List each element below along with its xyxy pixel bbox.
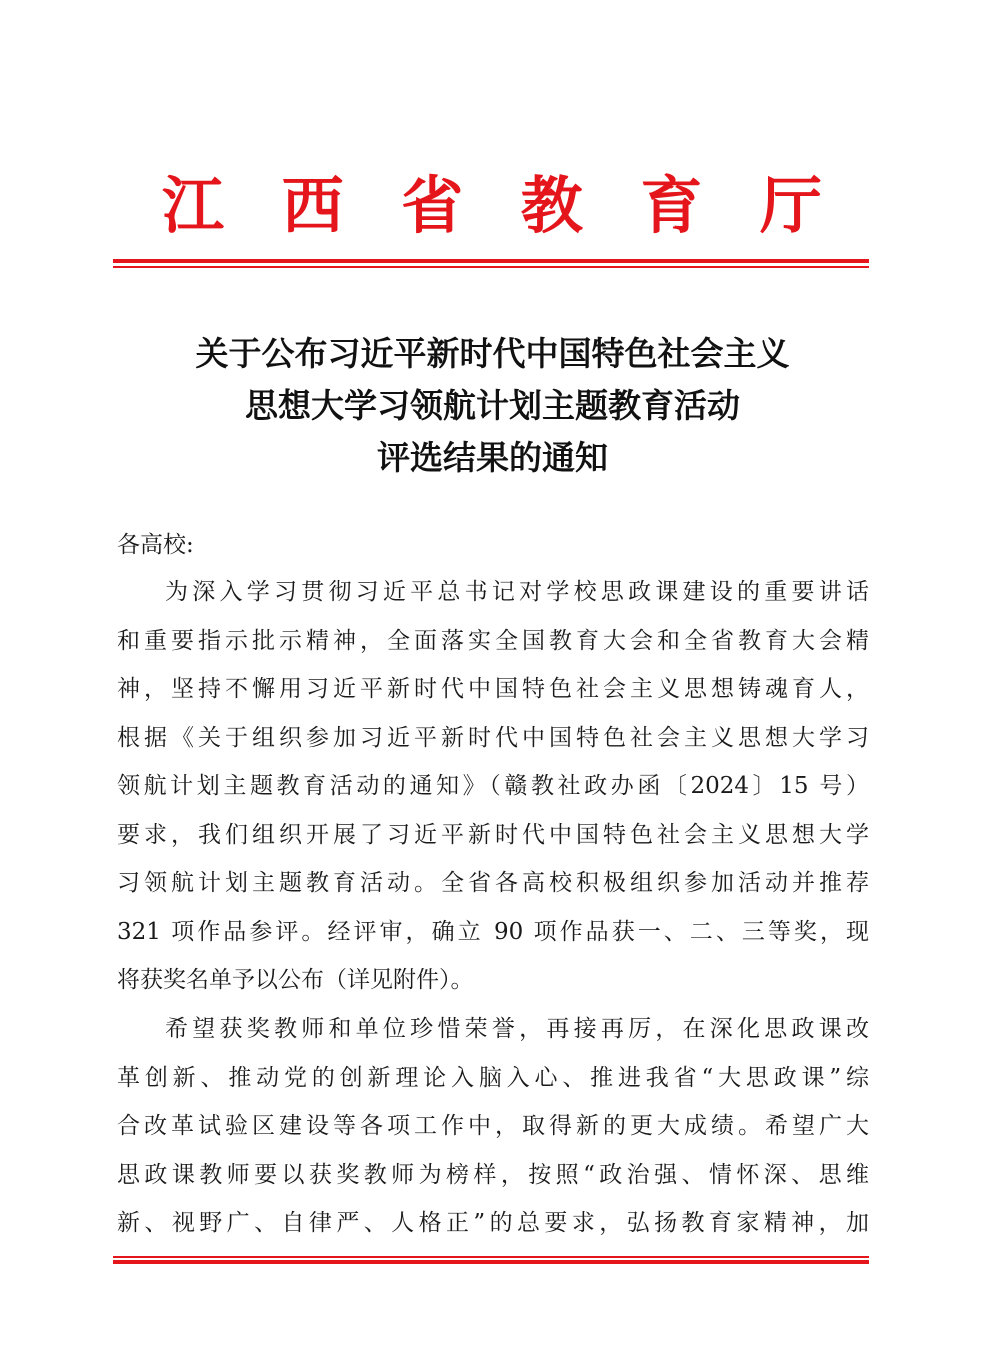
body-line: 革创新、推动党的创新理论入脑入心、推进我省“大思政课”综 (117, 1064, 869, 1091)
masthead-char: 育 (640, 169, 703, 242)
body-line: 习领航计划主题教育活动。全省各高校积极组织参加活动并推荐 (117, 870, 869, 896)
body-line: 思政课教师要以获奖教师为榜样，按照“政治强、情怀深、思维 (117, 1161, 869, 1188)
document-title (100, 328, 885, 484)
masthead-char: 省 (401, 169, 464, 242)
body-line: 新、视野广、自律严、人格正”的总要求，弘扬教育家精神，加 (117, 1210, 869, 1236)
title-line: 评选结果的通知 (377, 438, 608, 477)
body-line: 和重要指示批示精神，全面落实全国教育大会和全省教育大会精 (117, 627, 869, 654)
body-line: 希望获奖教师和单位珍惜荣誉，再接再厉，在深化思政课改 (165, 1016, 869, 1042)
title-line: 思想大学习领航计划主题教育活动 (245, 386, 740, 425)
body-line: 将获奖名单予以公布（详见附件）。 (117, 967, 474, 993)
body-line: 321 项作品参评。经评审，确立 90 项作品获一、二、三等奖，现 (117, 918, 869, 945)
masthead-org-name (110, 168, 870, 244)
body-paragraph-1 (117, 568, 869, 1005)
header-red-rule-thick (113, 259, 869, 263)
salutation: 各高校: (117, 532, 194, 558)
footer-red-rule-thick (113, 1260, 869, 1264)
title-line: 关于公布习近平新时代中国特色社会主义 (195, 334, 790, 373)
masthead-char: 厅 (759, 169, 822, 242)
body-line: 要求，我们组织开展了习近平新时代中国特色社会主义思想大学 (117, 821, 869, 848)
body-line: 领航计划主题教育活动的通知》（赣教社政办函〔2024〕15 号） (117, 773, 869, 799)
body-line: 为深入学习贯彻习近平总书记对学校思政课建设的重要讲话 (165, 579, 869, 605)
body-line: 神，坚持不懈用习近平新时代中国特色社会主义思想铸魂育人， (117, 676, 869, 702)
masthead-char: 西 (281, 169, 344, 242)
footer-red-rule-thin (113, 1256, 869, 1258)
body-paragraph-2 (117, 1005, 869, 1248)
masthead-char: 教 (520, 169, 583, 242)
masthead-char: 江 (162, 169, 225, 242)
header-red-rule-thin (113, 266, 869, 268)
body-line: 根据《关于组织参加习近平新时代中国特色社会主义思想大学习 (117, 724, 869, 751)
body-line: 合改革试验区建设等各项工作中，取得新的更大成绩。希望广大 (117, 1113, 869, 1139)
